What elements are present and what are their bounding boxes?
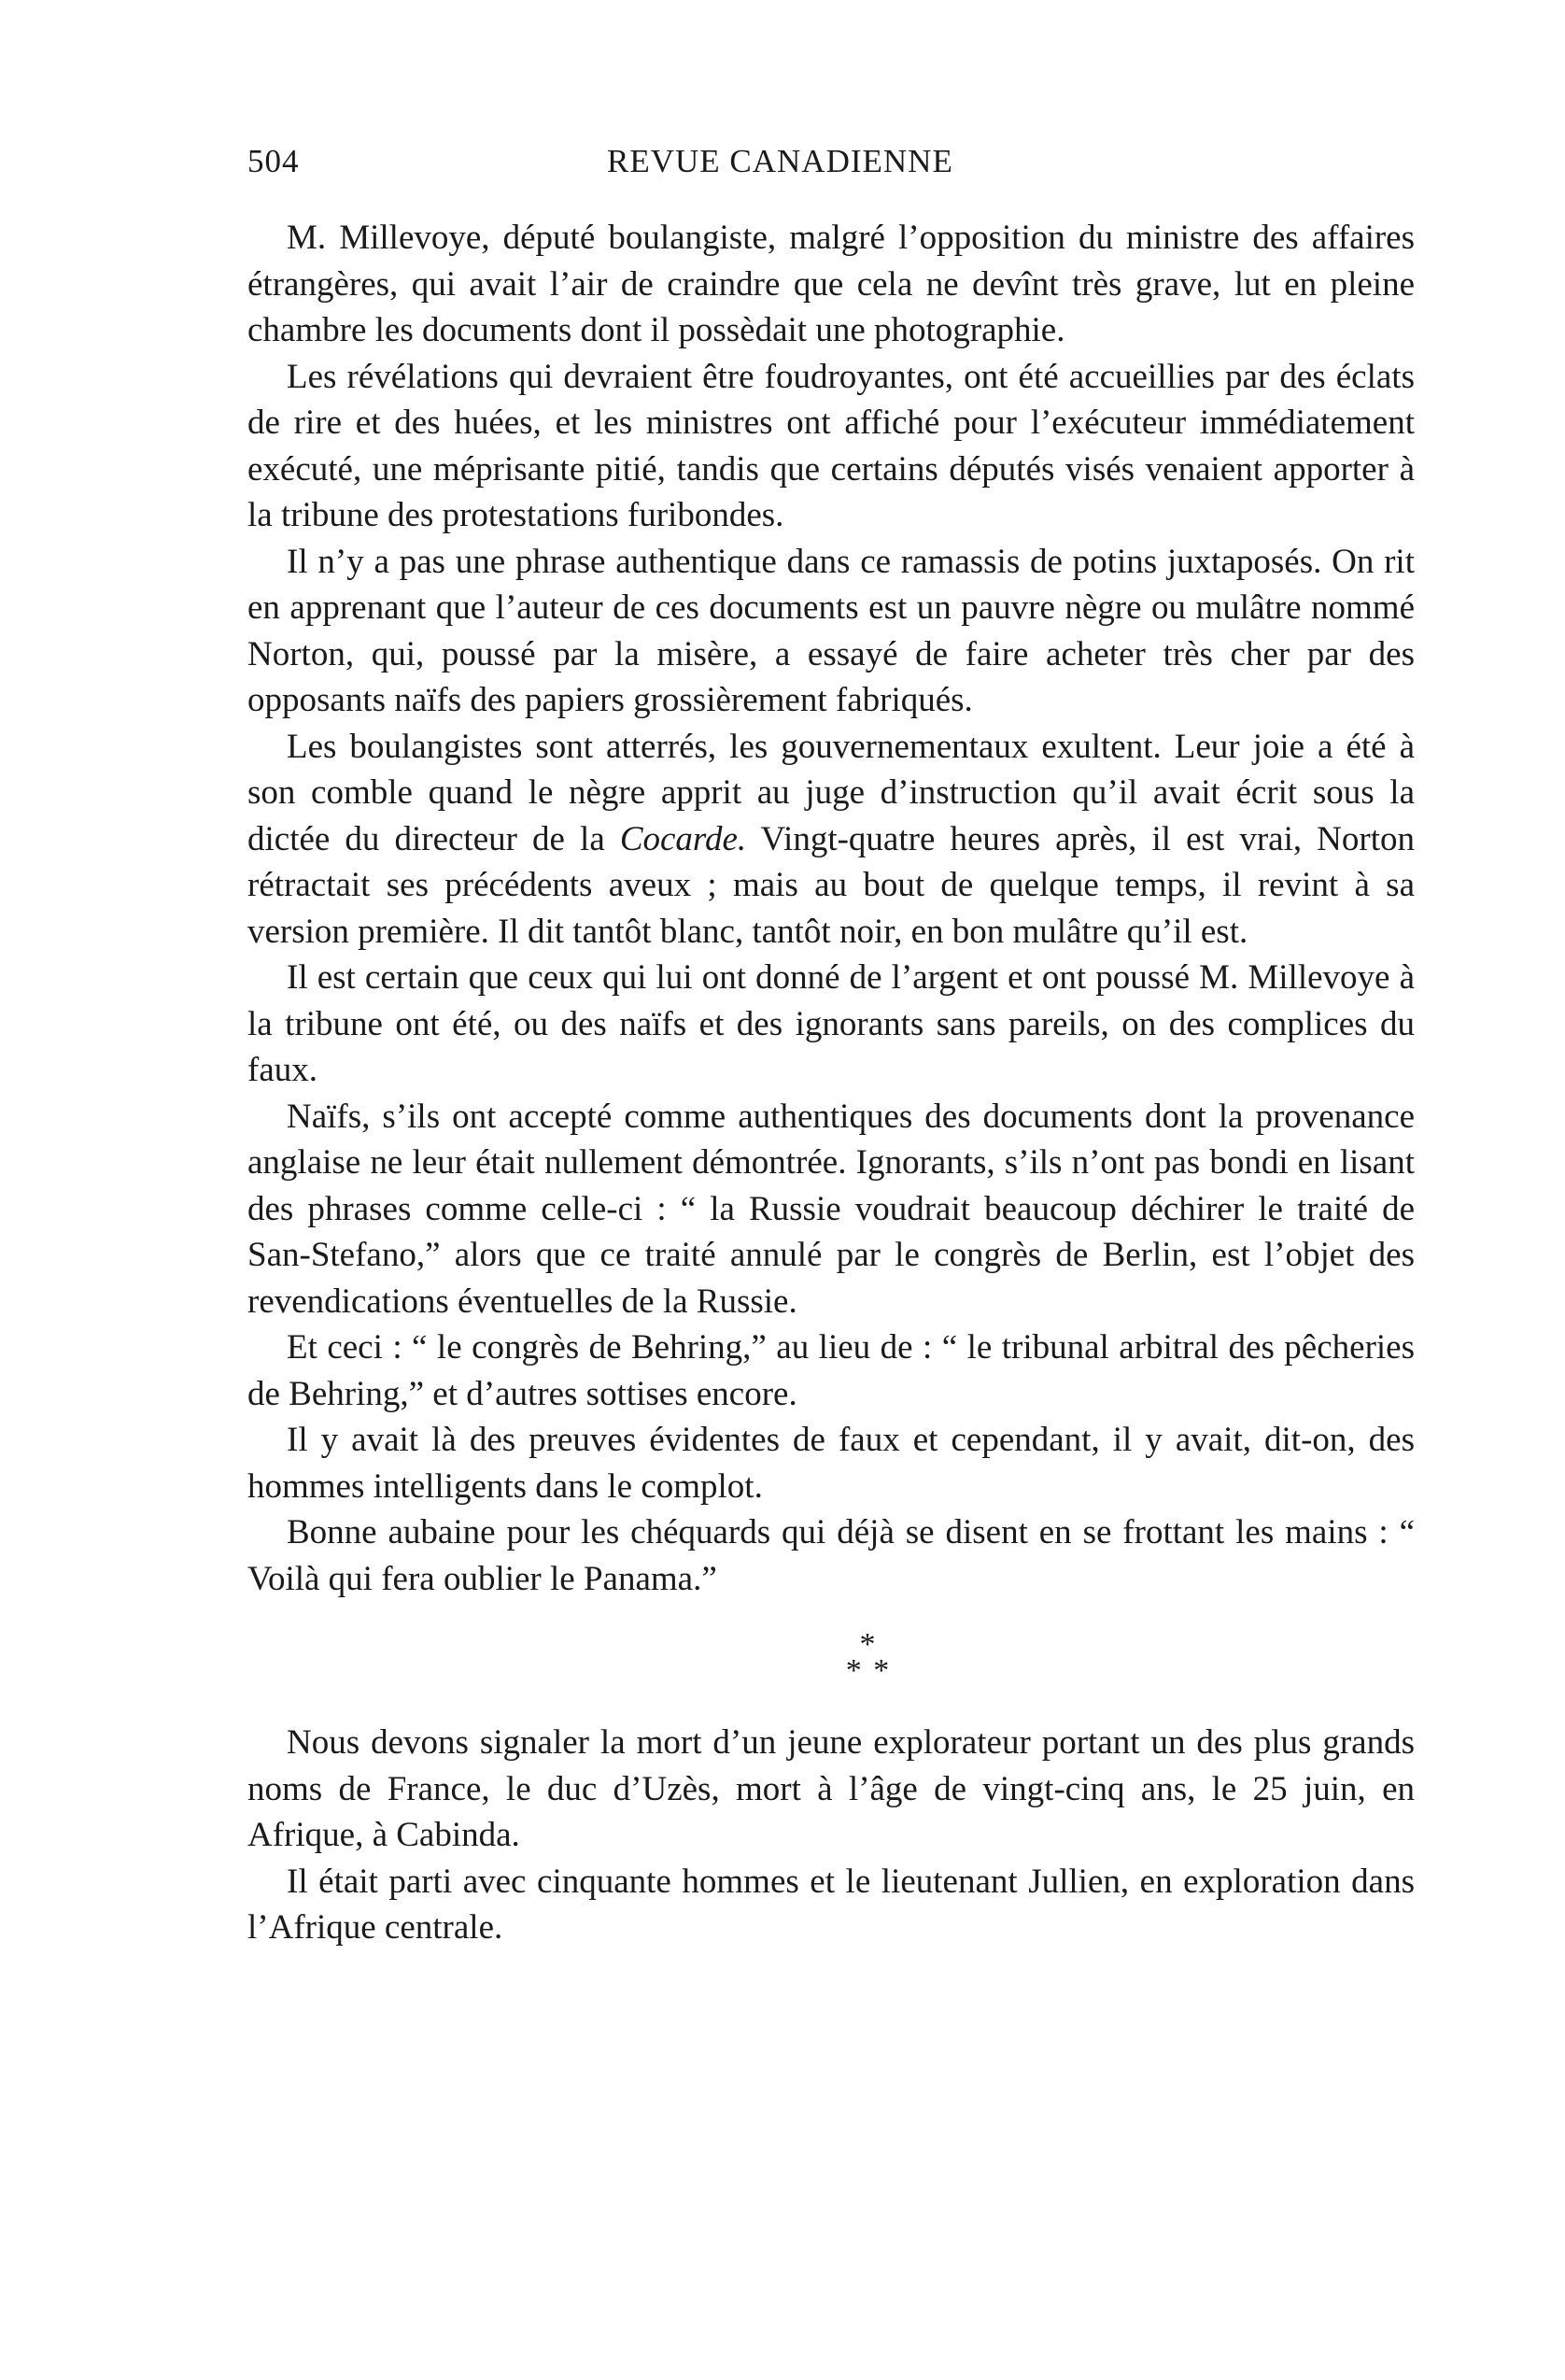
asterism-top: * — [859, 1627, 878, 1662]
asterism-separator — [247, 1627, 1415, 1688]
page-header — [247, 138, 1415, 185]
paragraph — [247, 724, 1415, 956]
body-text — [247, 215, 1415, 1951]
asterism-bottom: * * — [845, 1653, 892, 1688]
paragraph: Il est certain que ceux qui lui ont donné de l’argent et ont poussé M. Millevoye à la tribune ont été, ou des naïfs et des ignorants sans pareils, on des complices du faux. — [247, 958, 1415, 1089]
paragraph: M. Millevoye, député boulangiste, malgré l’opposition du ministre des affaires étrangères, qui avait l’air de craindre que cela ne devînt très grave, lut en pleine chambre les documents dont il possèdait une photographie. — [247, 219, 1415, 349]
paragraph: Il était parti avec cinquante hommes et le lieutenant Jullien, en exploration dans l’Afrique centrale. — [247, 1862, 1415, 1947]
page-number: 504 — [247, 143, 300, 179]
paragraph: Naïfs, s’ils ont accepté comme authentiques des documents dont la provenance anglaise ne leur était nullement démontrée. Ignorants, s’ils n’ont pas bondi en lisant des phrases comme celle-ci : “ la Russie voudrait beaucoup déchirer le traité de San-Stefano,” alors que ce traité annulé par le congrès de Berlin, est l’objet des revendications éventuelles de la Russie. — [247, 1097, 1415, 1321]
paragraph: Et ceci : “ le congrès de Behring,” au lieu de : “ le tribunal arbitral des pêcheries de Behring,” et d’autres sottises encore. — [247, 1328, 1415, 1413]
paragraph: Les révélations qui devraient être foudroyantes, ont été accueillies par des éclats de rire et des huées, et les ministres ont affiché pour l’exécuteur immédiatement exécuté, une méprisante pitié, tandis que certains députés visés venaient apporter à la tribune des protestations furibondes. — [247, 357, 1415, 534]
paragraph-text: Vingt-quatre heures après, il est vrai, Norton rétractait ses précédents aveux ; mais au bout de quelque temps, il revint à sa version première. Il dit tantôt blanc, tantôt noir, en bon mulâtre qu’il est. — [247, 819, 1415, 951]
italic-title: Cocarde. — [619, 819, 747, 858]
running-title: REVUE CANADIENNE — [607, 143, 953, 179]
paragraph-text: Les boulangistes sont atterrés, les gouvernementaux exultent. Leur joie a été à son comble quand le nègre apprit au juge d’instruction qu’il avait écrit sous la dictée du directeur de la — [247, 727, 1415, 858]
paragraph: Bonne aubaine pour les chéquards qui déjà se disent en se frottant les mains : “ Voilà qui fera oublier le Panama.” — [247, 1513, 1415, 1598]
paragraph: Il y avait là des preuves évidentes de faux et cependant, il y avait, dit-on, des hommes intelligents dans le complot. — [247, 1421, 1415, 1506]
paragraph: Nous devons signaler la mort d’un jeune explorateur portant un des plus grands noms de France, le duc d’Uzès, mort à l’âge de vingt-cinq ans, le 25 juin, en Afrique, à Cabinda. — [247, 1723, 1415, 1854]
paragraph: Il n’y a pas une phrase authentique dans ce ramassis de potins juxtaposés. On rit en apprenant que l’auteur de ces documents est un pauvre nègre ou mulâtre nommé Norton, qui, poussé par la misère, a essayé de faire acheter très cher par des opposants naïfs des papiers grossièrement fabriqués. — [247, 542, 1415, 719]
